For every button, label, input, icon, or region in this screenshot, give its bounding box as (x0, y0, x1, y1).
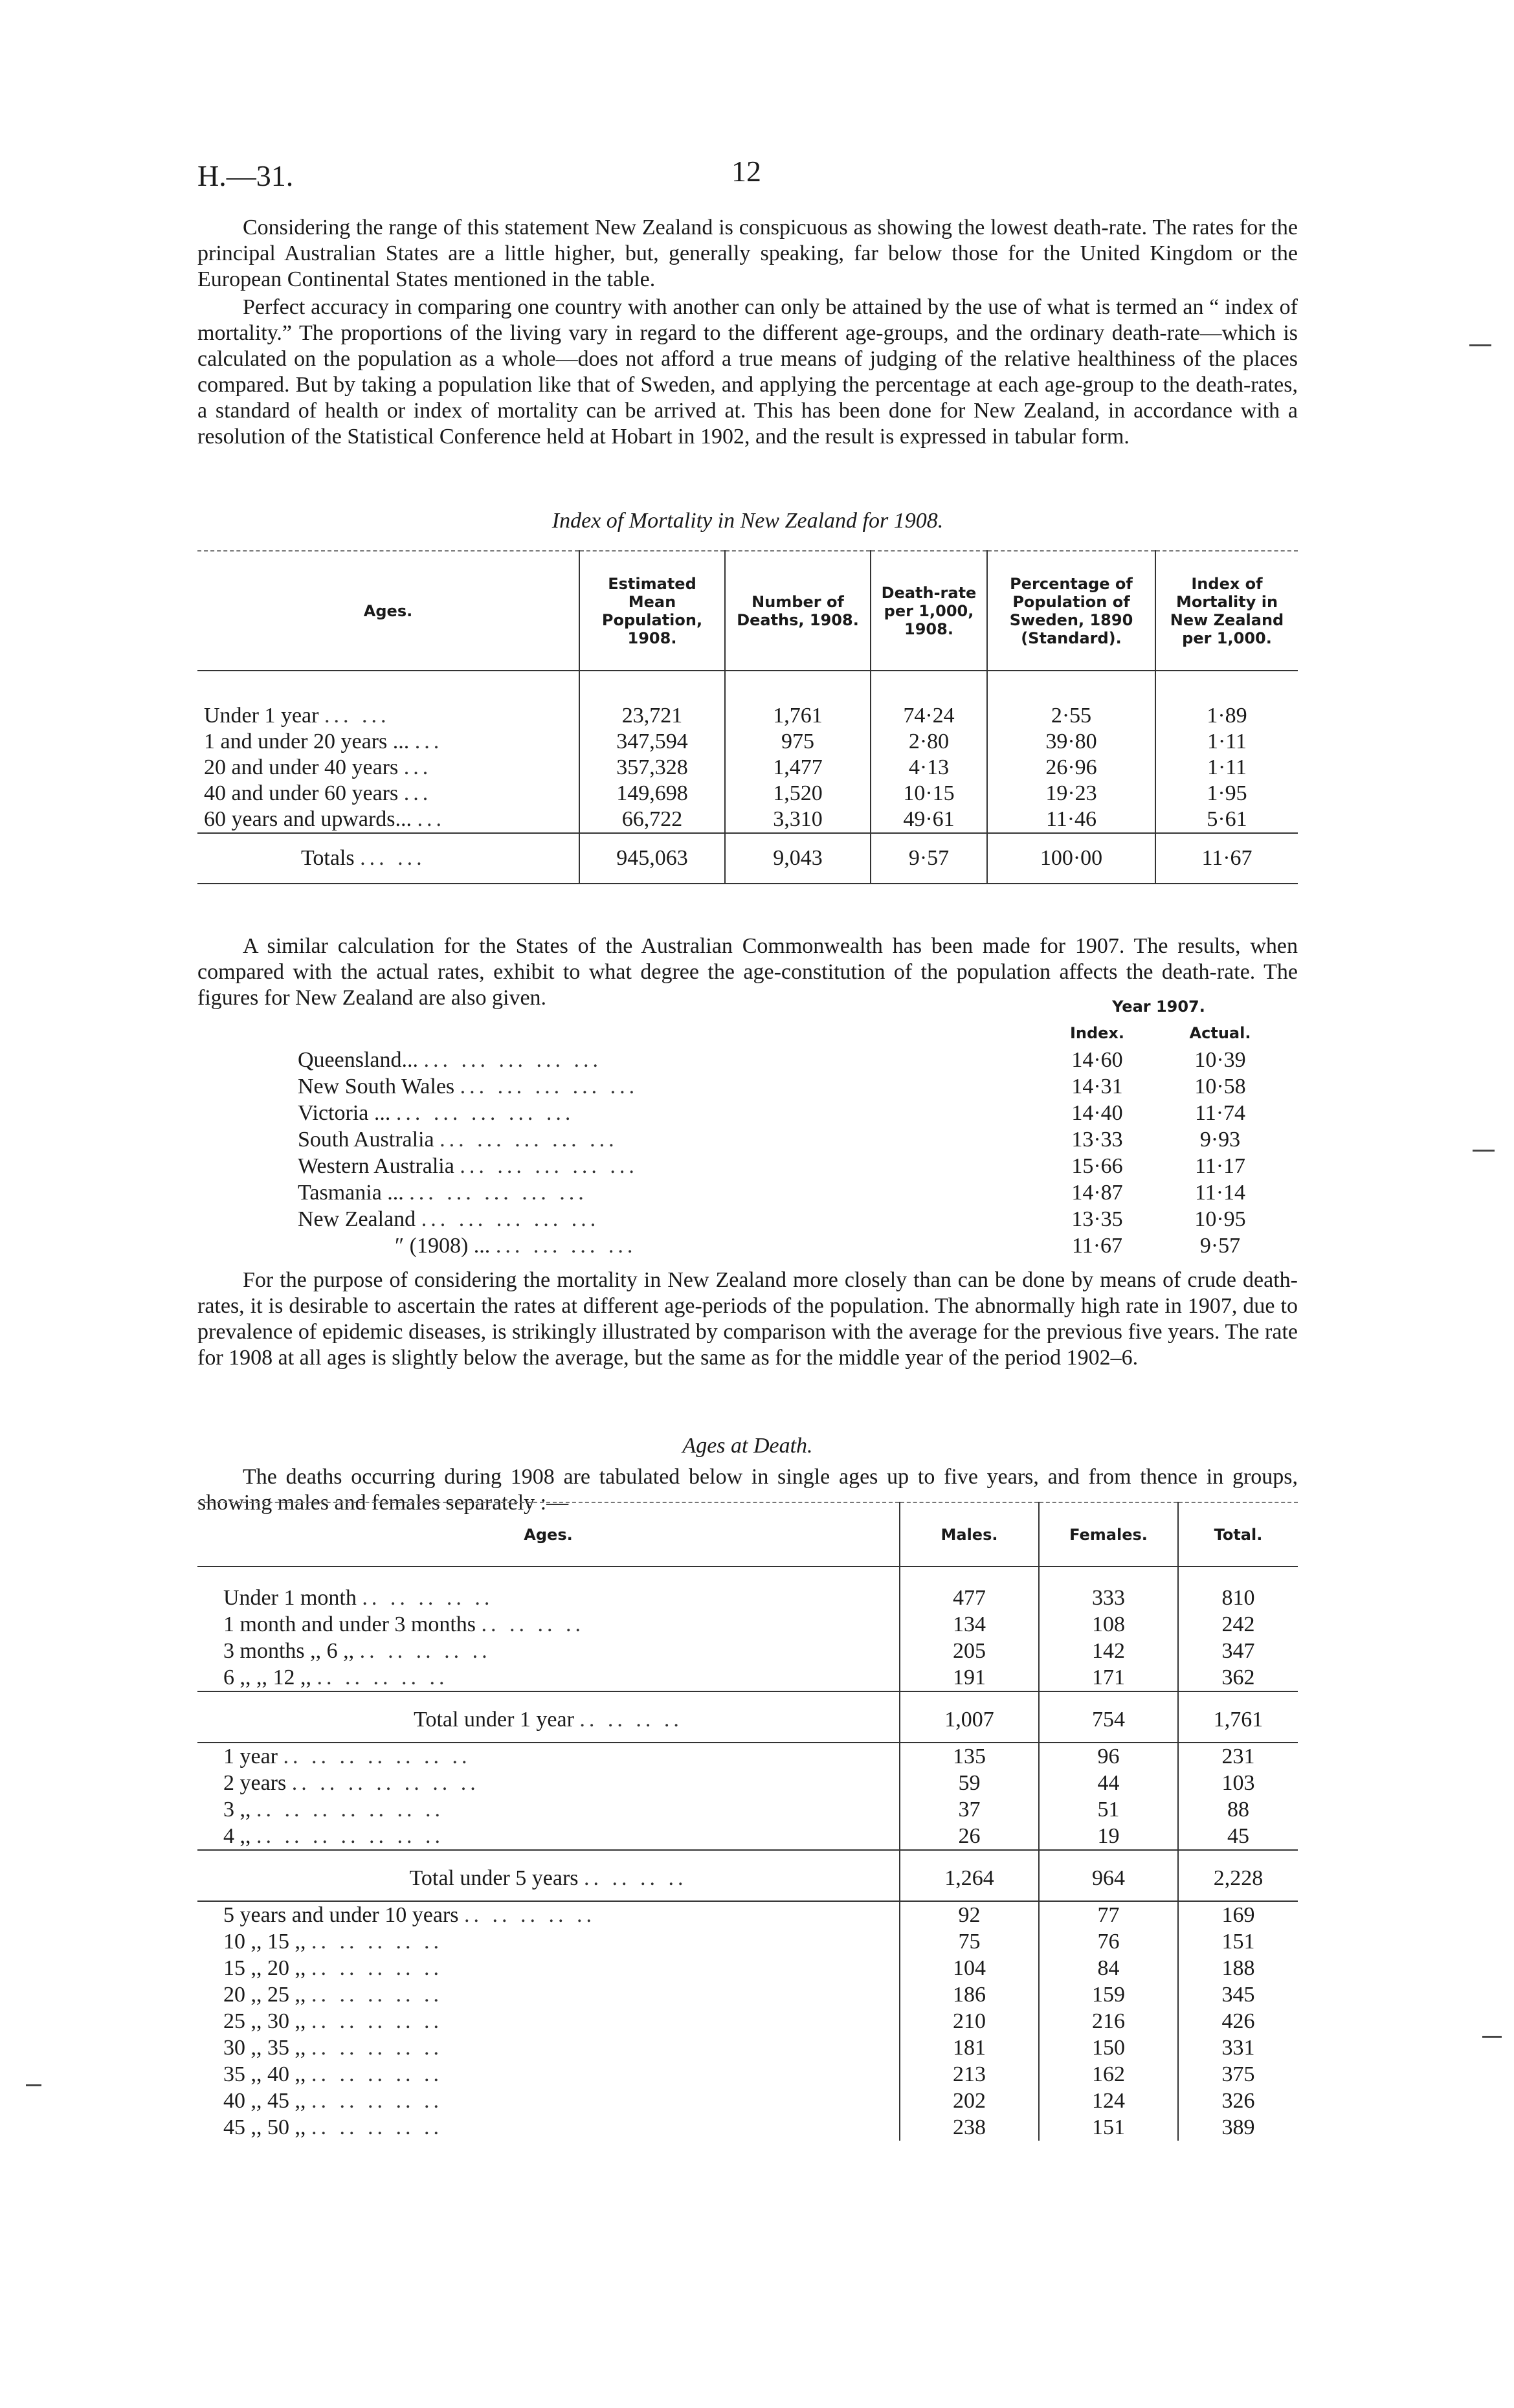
table-row: 3 months ,, 6 ,, .. .. .. .. .. 205 142 347 (197, 1638, 1298, 1664)
ages-at-death-table (197, 1502, 1298, 2141)
table-row: Tasmania ... ... ... ... ... ... 14·87 11·14 (298, 1181, 1246, 1205)
table-row: Victoria ... ... ... ... ... ... 14·40 11·74 (298, 1101, 1246, 1125)
paragraph-3-text: A similar calculation for the States of the Australian Commonwealth has been made for 1907. The results, when compared with the actual rates, exhibit to what degree the age-constitution of the population affects the death-rate. The figures for New Zealand are also given. (197, 934, 1298, 1010)
totals-row: Totals ... ... 945,063 9,043 9·57 100·00 11·67 (197, 833, 1298, 884)
col-sweden-percentage: Percentage of Population of Sweden, 1890 (Standard). (987, 551, 1155, 671)
table-row: 20 and under 40 years ... 357,328 1,477 4·13 26·96 1·11 (197, 755, 1298, 781)
col-index: Index. (1069, 1024, 1125, 1042)
year-label: Year 1907. (1112, 998, 1205, 1016)
table-row: 45 ,, 50 ,, .. .. .. .. .. 238 151 389 (197, 2114, 1298, 2141)
table-row: Western Australia ... ... ... ... ... 15·66 11·17 (298, 1154, 1246, 1178)
paragraph-2 (197, 295, 1298, 450)
col-actual: Actual. (1189, 1024, 1251, 1042)
col-deaths: Number of Deaths, 1908. (725, 551, 871, 671)
paragraph-5-text: The deaths occurring during 1908 are tabulated below in single ages up to five years, and from thence in groups, showing males and females separately :— (197, 1465, 1298, 1515)
table-row: 25 ,, 30 ,, .. .. .. .. .. 210 216 426 (197, 2008, 1298, 2035)
table-row: 40 and under 60 years ... 149,698 1,520 10·15 19·23 1·95 (197, 781, 1298, 807)
table-row: 5 years and under 10 years .. .. .. .. .. 92 77 169 (197, 1901, 1298, 1928)
table-row: 1 year .. .. .. .. .. .. .. 135 96 231 (197, 1743, 1298, 1770)
table-row: New South Wales ... ... ... ... ... 14·31 10·58 (298, 1075, 1246, 1098)
table-row: ″ (1908) ... ... ... ... ... 11·67 9·57 (395, 1234, 1241, 1258)
table-row: 60 years and upwards... ... 66,722 3,310 49·61 11·46 5·61 (197, 807, 1298, 833)
table-row: South Australia ... ... ... ... ... 13·33 9·93 (298, 1128, 1241, 1152)
table-row: 4 ,, .. .. .. .. .. .. .. 26 19 45 (197, 1823, 1298, 1850)
page-number: 12 (731, 155, 761, 188)
paragraph-1-text: Considering the range of this statement New Zealand is conspicuous as showing the lowest death-rate. The rates for the principal Australian States are a little higher, but, generally speaking, far below those for the United Kingdom or the European Continental States mentioned in the table. (197, 216, 1298, 291)
margin-mark (26, 2084, 41, 2086)
table-row: 2 years .. .. .. .. .. .. .. 59 44 103 (197, 1770, 1298, 1796)
table-row: 20 ,, 25 ,, .. .. .. .. .. 186 159 345 (197, 1981, 1298, 2008)
table1-caption: Index of Mortality in New Zealand for 1908. (551, 509, 944, 533)
col-ages: Ages. (524, 1525, 573, 1544)
table-row: Under 1 month .. .. .. .. .. 477 333 810 (197, 1585, 1298, 1611)
table-row: 3 ,, .. .. .. .. .. .. .. 37 51 88 (197, 1796, 1298, 1823)
subtotal-row: Total under 5 years .. .. .. .. 1,264 964 2,228 (197, 1850, 1298, 1901)
margin-mark (1473, 1150, 1495, 1152)
table-row: Under 1 year ... ... 23,721 1,761 74·24 2·55 1·89 (197, 703, 1298, 729)
paragraph-2-text: Perfect accuracy in comparing one country with another can only be attained by the use of what is termed an “ index of mortality.” The proportions of the living vary in regard to the different age-groups, and the ordinary death-rate—which is calculated on the population as a whole—does not afford a true means of judging of the relative healthiness of the places compared. But by taking a population like that of Sweden, and applying the percentage at each age-group to the death-rates, a standard of health or index of mortality can be arrived at. This has been done for New Zealand, in accordance with a resolution of the Statistical Conference held at Hobart in 1902, and the result is expressed in tabular form. (197, 295, 1298, 449)
col-ages: Ages. (363, 601, 413, 620)
table-row: 1 and under 20 years ... ... 347,594 975 2·80 39·80 1·11 (197, 729, 1298, 755)
state-index-table (298, 994, 1282, 1259)
table-row: 40 ,, 45 ,, .. .. .. .. .. 202 124 326 (197, 2088, 1298, 2114)
paragraph-1 (197, 215, 1298, 293)
paragraph-4 (197, 1267, 1298, 1371)
col-males: Males. (900, 1502, 1039, 1566)
mortality-index-table (197, 550, 1298, 884)
col-total: Total. (1178, 1502, 1298, 1566)
table-row: 1 month and under 3 months .. .. .. .. 134 108 242 (197, 1611, 1298, 1638)
table-row: 10 ,, 15 ,, .. .. .. .. .. 75 76 151 (197, 1928, 1298, 1955)
table-row: 6 ,, ,, 12 ,, .. .. .. .. .. 191 171 362 (197, 1664, 1298, 1691)
subtotal-row: Total under 1 year .. .. .. .. 1,007 754 1,761 (197, 1691, 1298, 1743)
paragraph-4-text: For the purpose of considering the mortality in New Zealand more closely than can be done by means of crude death-rates, it is desirable to ascertain the rates at different age-periods of the population. The abnormally high rate in 1907, due to prevalence of epidemic diseases, is strikingly illustrated by comparison with the average for the previous five years. The rate for 1908 at all ages is slightly below the average, but the same as for the middle year of the period 1902–6. (197, 1268, 1298, 1370)
table-row: 15 ,, 20 ,, .. .. .. .. .. 104 84 188 (197, 1955, 1298, 1981)
table-row: New Zealand ... ... ... ... ... 13·35 10·95 (298, 1207, 1246, 1231)
col-population: Estimated Mean Population, 1908. (579, 551, 725, 671)
margin-mark (1469, 344, 1491, 346)
section-title: Ages at Death. (682, 1434, 813, 1458)
table-row: 30 ,, 35 ,, .. .. .. .. .. 181 150 331 (197, 2035, 1298, 2061)
margin-mark (1482, 2036, 1502, 2038)
col-mortality-index: Index of Mortality in New Zealand per 1,000. (1155, 551, 1298, 671)
col-females: Females. (1039, 1502, 1178, 1566)
col-death-rate: Death-rate per 1,000, 1908. (871, 551, 987, 671)
table-row: Queensland... ... ... ... ... ... 14·60 10·39 (298, 1048, 1246, 1072)
document-reference: H.—31. (197, 159, 294, 192)
table-row: 35 ,, 40 ,, .. .. .. .. .. 213 162 375 (197, 2061, 1298, 2088)
